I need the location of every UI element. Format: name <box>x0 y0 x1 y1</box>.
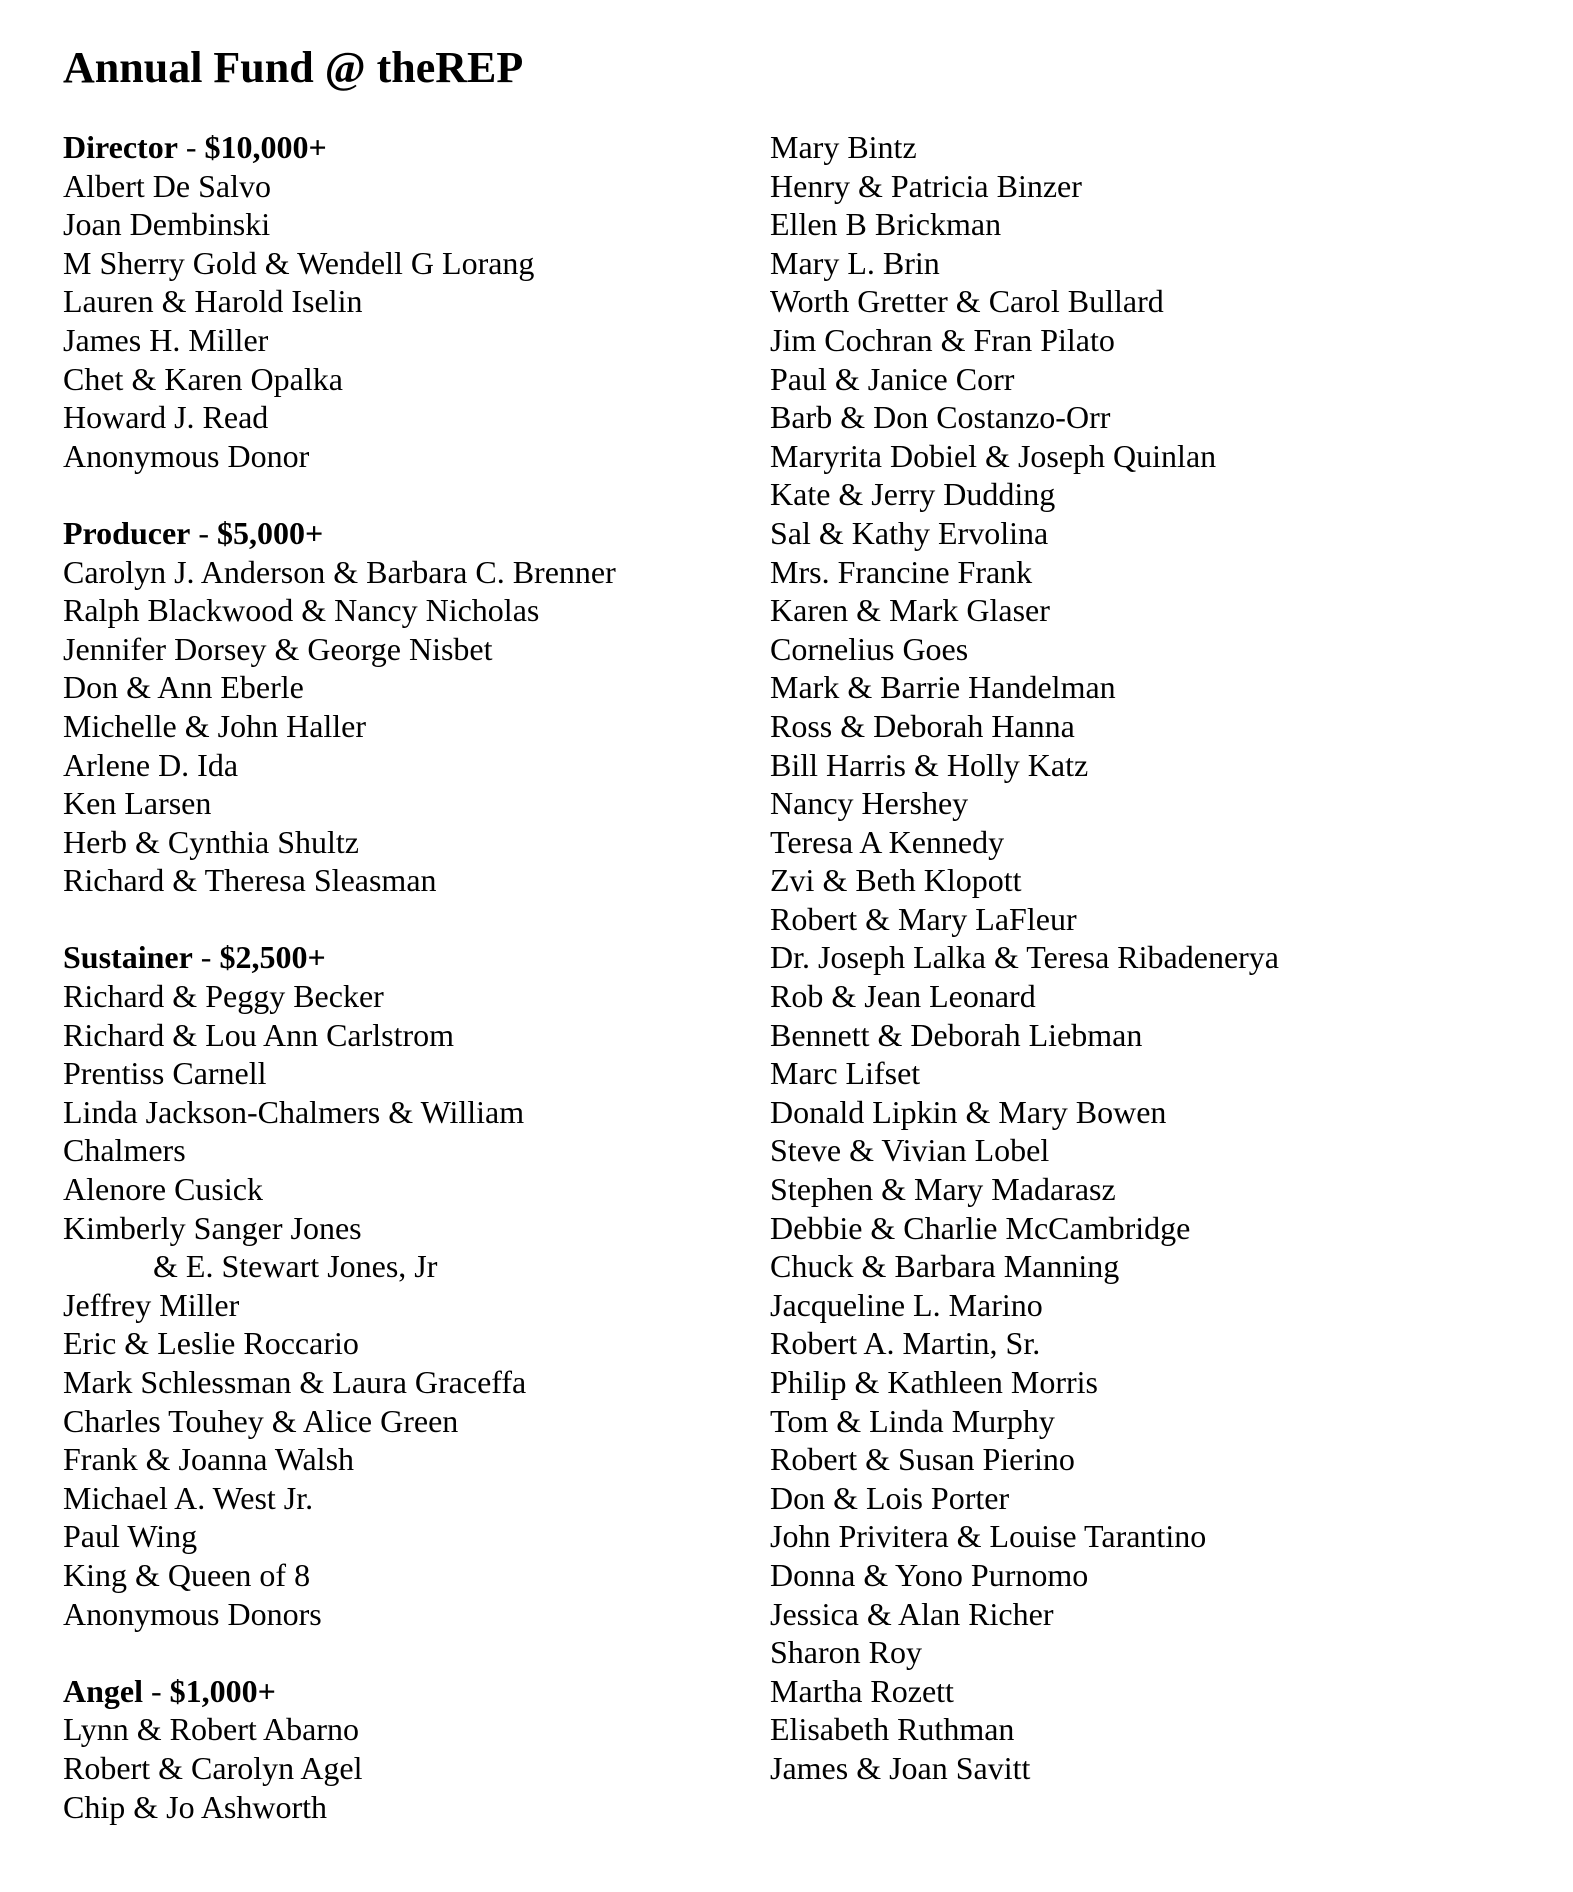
donor-name: Eric & Leslie Roccario <box>63 1325 359 1362</box>
donor-name: Sal & Kathy Ervolina <box>770 514 1049 551</box>
donor-name: Paul Wing <box>63 1518 198 1555</box>
tier-amount: $5,000+ <box>217 514 324 551</box>
donor-name: Henry & Patricia Binzer <box>770 167 1082 204</box>
donor-name: Tom & Linda Murphy <box>770 1402 1055 1439</box>
donor-name: Jacqueline L. Marino <box>770 1286 1043 1323</box>
donor-name: James & Joan Savitt <box>770 1749 1031 1786</box>
donor-name: Don & Lois Porter <box>770 1479 1010 1516</box>
donor-name: Jim Cochran & Fran Pilato <box>770 321 1115 358</box>
donor-name: Richard & Theresa Sleasman <box>63 862 437 899</box>
donor-name: Carolyn J. Anderson & Barbara C. Brenner <box>63 553 616 590</box>
donor-name: Lauren & Harold Iselin <box>63 283 363 320</box>
donor-name: Worth Gretter & Carol Bullard <box>770 283 1164 320</box>
donor-name: Martha Rozett <box>770 1672 954 1709</box>
donor-name: Anonymous Donor <box>63 437 310 474</box>
blank-line <box>63 475 763 514</box>
tier-separator: - <box>190 514 218 551</box>
donor-name: Charles Touhey & Alice Green <box>63 1402 459 1439</box>
donor-name: Jennifer Dorsey & George Nisbet <box>63 630 493 667</box>
donor-list-column-left <box>63 128 763 1826</box>
donor-name: James H. Miller <box>63 321 269 358</box>
donor-name: Karen & Mark Glaser <box>770 592 1050 629</box>
donor-name: Cornelius Goes <box>770 630 969 667</box>
donor-name: Mark Schlessman & Laura Graceffa <box>63 1364 527 1400</box>
donor-name: Elisabeth Ruthman <box>770 1711 1015 1748</box>
donor-name: Jessica & Alan Richer <box>770 1595 1054 1632</box>
donor-name: Dr. Joseph Lalka & Teresa Ribadenerya <box>770 939 1279 976</box>
tier-heading-angel <box>63 1672 763 1711</box>
donor-name: Mary L. Brin <box>770 244 940 281</box>
donor-name: Kimberly Sanger Jones <box>63 1209 362 1246</box>
donor-name: Don & Ann Eberle <box>63 669 304 706</box>
donor-name: King & Queen of 8 <box>63 1556 311 1593</box>
tier-amount: $10,000+ <box>204 129 327 165</box>
donor-name: Chip & Jo Ashworth <box>63 1788 328 1825</box>
donor-name: Arlene D. Ida <box>63 746 239 783</box>
donor-list-column-right <box>770 128 1560 1788</box>
tier-amount: $1,000+ <box>169 1672 276 1709</box>
tier-amount: $2,500+ <box>219 939 326 976</box>
donor-name: Nancy Hershey <box>770 785 969 822</box>
donor-name: John Privitera & Louise Tarantino <box>770 1518 1207 1555</box>
donor-name: Ross & Deborah Hanna <box>770 707 1075 744</box>
donor-name: Prentiss Carnell <box>63 1055 267 1092</box>
page-title: Annual Fund @ theREP <box>63 43 524 92</box>
donor-name: Paul & Janice Corr <box>770 360 1015 397</box>
donor-name: Joan Dembinski <box>63 206 271 243</box>
donor-name: Debbie & Charlie McCambridge <box>770 1209 1191 1246</box>
donor-name: Steve & Vivian Lobel <box>770 1132 1050 1169</box>
donor-name: Mrs. Francine Frank <box>770 553 1033 590</box>
donor-name: Robert & Mary LaFleur <box>770 900 1077 937</box>
donor-name: Chalmers <box>63 1132 186 1169</box>
donor-name: Robert A. Martin, Sr. <box>770 1325 1041 1362</box>
donor-name: Frank & Joanna Walsh <box>63 1441 355 1478</box>
tier-heading-sustainer <box>63 938 763 977</box>
donor-name: Richard & Lou Ann Carlstrom <box>63 1016 455 1053</box>
donor-name: Barb & Don Costanzo-Orr <box>770 399 1111 436</box>
donor-name: Donna & Yono Purnomo <box>770 1556 1089 1593</box>
donor-name: Albert De Salvo <box>63 167 271 204</box>
donor-name: Chuck & Barbara Manning <box>770 1248 1120 1285</box>
tier-separator: - <box>192 939 220 976</box>
blank-line <box>63 1633 763 1672</box>
donor-name: Ken Larsen <box>63 785 212 822</box>
donor-name: Michelle & John Haller <box>63 707 367 744</box>
donor-name: Ralph Blackwood & Nancy Nicholas <box>63 592 540 629</box>
donor-name: Richard & Peggy Becker <box>63 978 384 1015</box>
donor-name: Bill Harris & Holly Katz <box>770 746 1089 783</box>
donor-name: Zvi & Beth Klopott <box>770 862 1022 899</box>
tier-name: Producer <box>63 514 191 551</box>
donor-name: Stephen & Mary Madarasz <box>770 1171 1116 1208</box>
tier-name: Director <box>63 129 178 165</box>
tier-heading-director <box>63 128 763 167</box>
donor-name: Lynn & Robert Abarno <box>63 1711 359 1748</box>
donor-name: Jeffrey Miller <box>63 1286 240 1323</box>
donor-name: Mark & Barrie Handelman <box>770 669 1116 706</box>
donor-name: Anonymous Donors <box>63 1595 322 1632</box>
donor-name: M Sherry Gold & Wendell G Lorang <box>63 244 535 281</box>
donor-name: Kate & Jerry Dudding <box>770 476 1056 513</box>
donor-name: Teresa A Kennedy <box>770 823 1005 860</box>
tier-name: Angel <box>63 1672 143 1709</box>
donor-name: Robert & Carolyn Agel <box>63 1749 363 1786</box>
donor-name: Mary Bintz <box>770 129 917 165</box>
donor-name: Alenore Cusick <box>63 1171 263 1208</box>
donor-name: Bennett & Deborah Liebman <box>770 1016 1143 1053</box>
donor-name: Rob & Jean Leonard <box>770 978 1036 1015</box>
tier-separator: - <box>143 1672 170 1709</box>
donor-name: Donald Lipkin & Mary Bowen <box>770 1093 1167 1130</box>
donor-name: Robert & Susan Pierino <box>770 1441 1075 1478</box>
blank-line <box>63 900 763 939</box>
donor-name: & E. Stewart Jones, Jr <box>153 1248 438 1285</box>
donor-name: Ellen B Brickman <box>770 206 1002 243</box>
tier-name: Sustainer <box>63 939 193 976</box>
donor-name: Linda Jackson-Chalmers & William <box>63 1093 525 1130</box>
donor-name: Philip & Kathleen Morris <box>770 1364 1098 1400</box>
tier-separator: - <box>177 129 205 165</box>
donor-name: Marc Lifset <box>770 1055 921 1092</box>
donor-name: Chet & Karen Opalka <box>63 360 343 397</box>
donor-name: Michael A. West Jr. <box>63 1479 314 1516</box>
tier-heading-producer <box>63 514 763 553</box>
donor-name: Howard J. Read <box>63 399 269 436</box>
donor-name: Herb & Cynthia Shultz <box>63 823 359 860</box>
donor-name: Maryrita Dobiel & Joseph Quinlan <box>770 437 1217 474</box>
donor-name: Sharon Roy <box>770 1634 922 1671</box>
